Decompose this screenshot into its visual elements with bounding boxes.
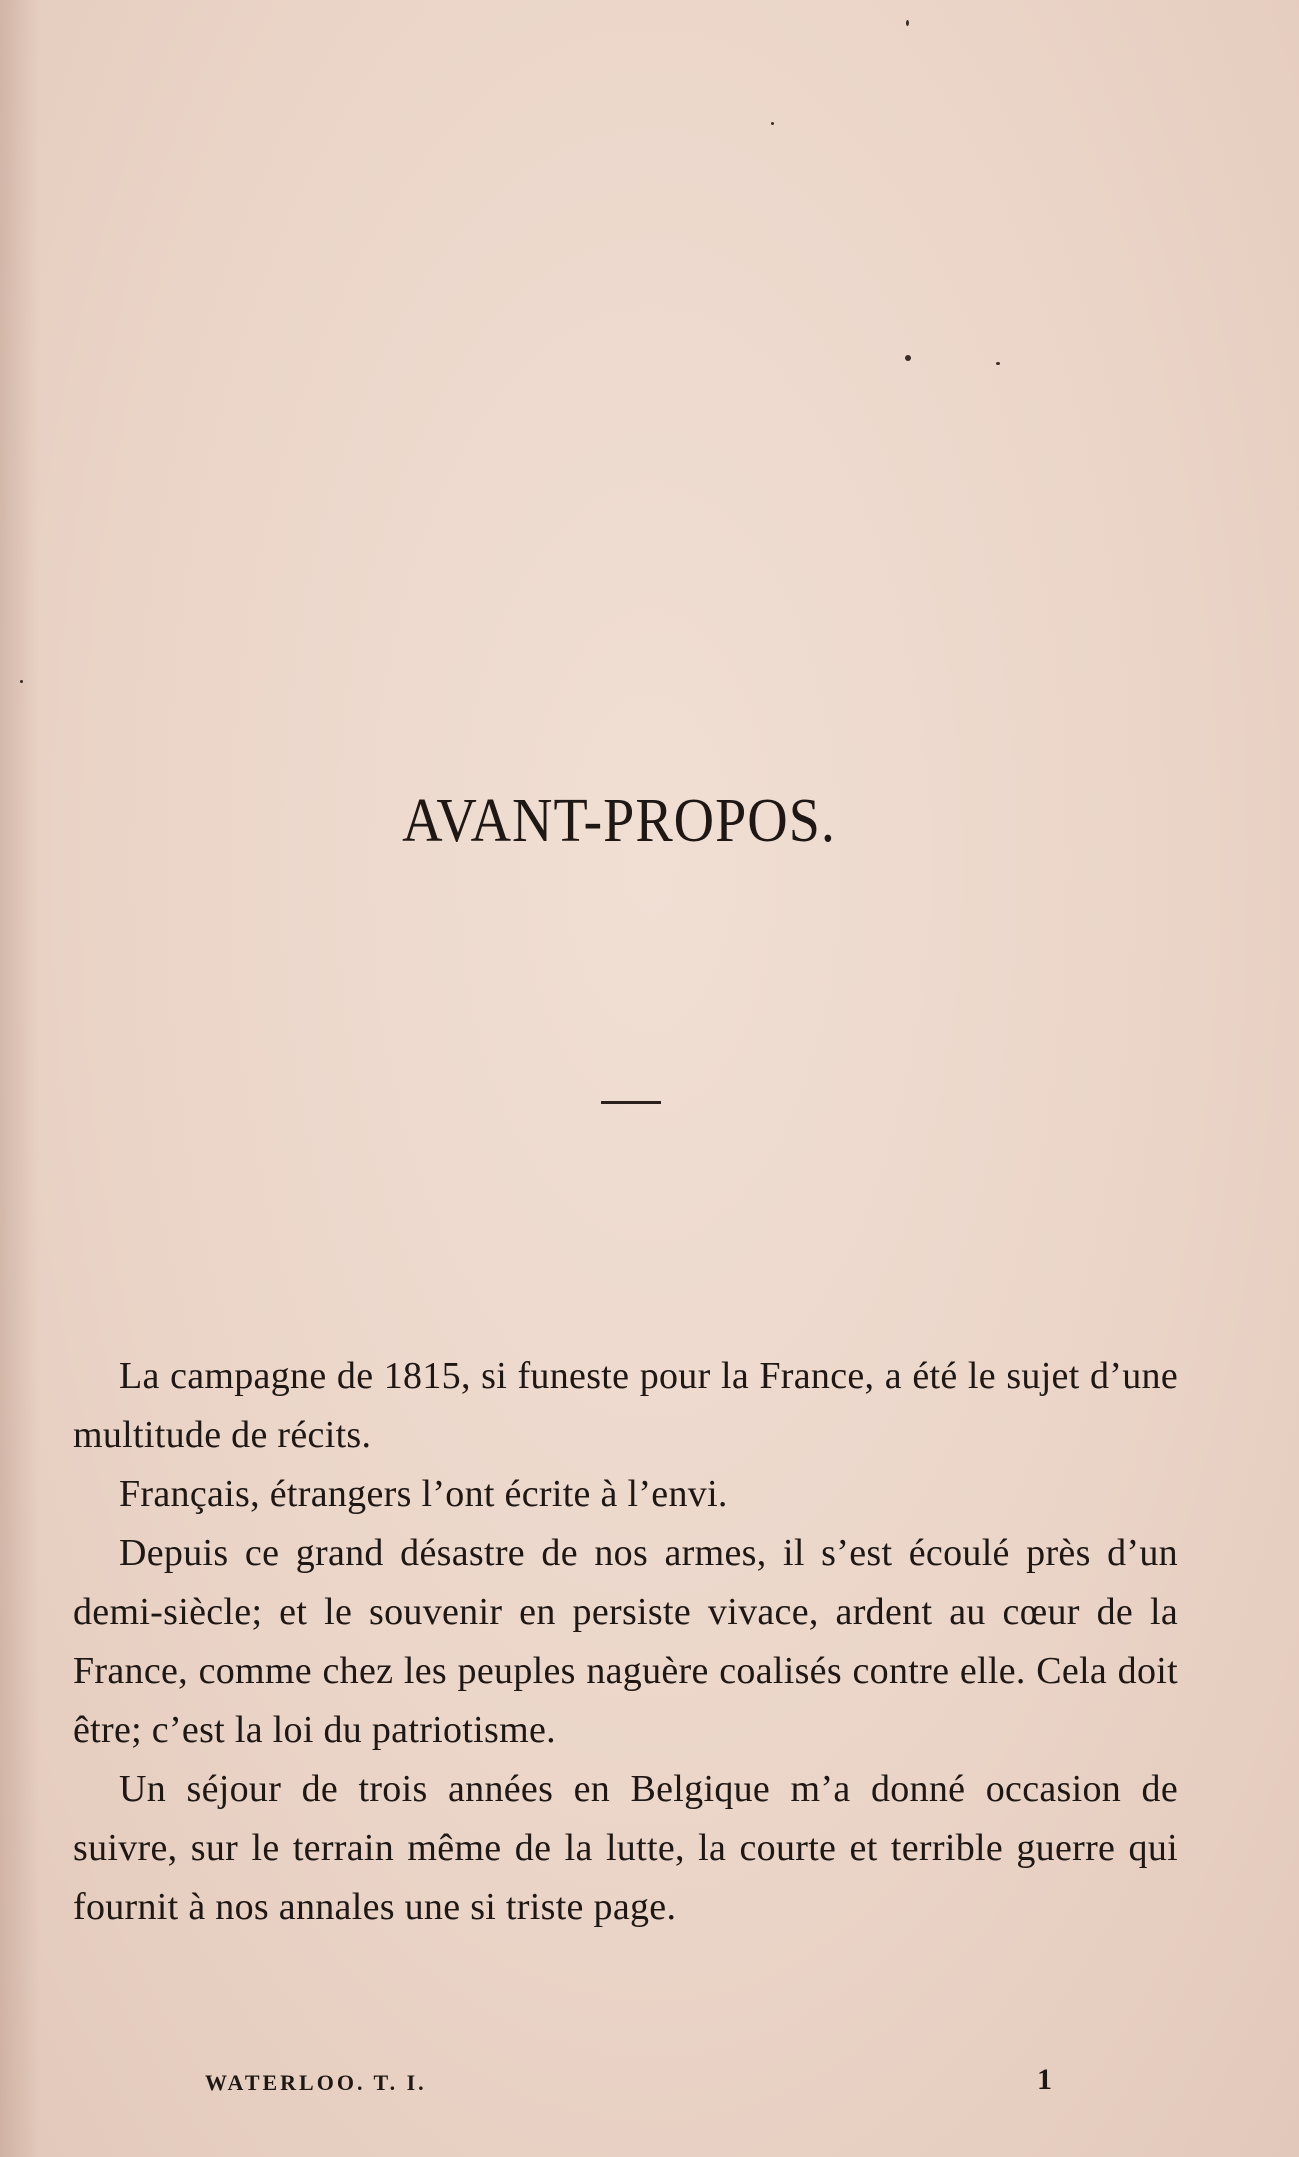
signature-mark: WATERLOO. T. I.: [205, 2070, 427, 2095]
paper-speck: [996, 362, 1000, 365]
paragraph: Français, étrangers l’ont écrite à l’envi.: [119, 1473, 728, 1515]
paragraph: Un séjour de trois années en Belgique m’a donné occasion de suivre, sur le terrain même de la lutte, la courte et terrible guerre qui fournit à nos annales une si triste page.: [73, 1768, 1178, 1928]
paragraph: La campagne de 1815, si funeste pour la France, a été le sujet d’une multitude de récits.: [73, 1355, 1178, 1456]
paper-speck: [905, 355, 911, 361]
paper-speck: [20, 680, 23, 683]
section-rule: [601, 1101, 661, 1104]
page-edge-shadow: [0, 0, 40, 2157]
paper-speck: [771, 122, 774, 125]
paper-speck: [906, 20, 909, 26]
page-number: 1: [1037, 2063, 1052, 2096]
paragraph: Depuis ce grand désastre de nos armes, il s’est écoulé près d’un demi-siècle; et le souvenir en persiste vivace, ardent au cœur de la France, comme chez les peuples naguère coalisés contre elle. Cela doit être; c’est la loi du patriotisme.: [73, 1532, 1178, 1751]
page-title: AVANT-PROPOS.: [402, 786, 836, 856]
body-text: [73, 1347, 1178, 1937]
